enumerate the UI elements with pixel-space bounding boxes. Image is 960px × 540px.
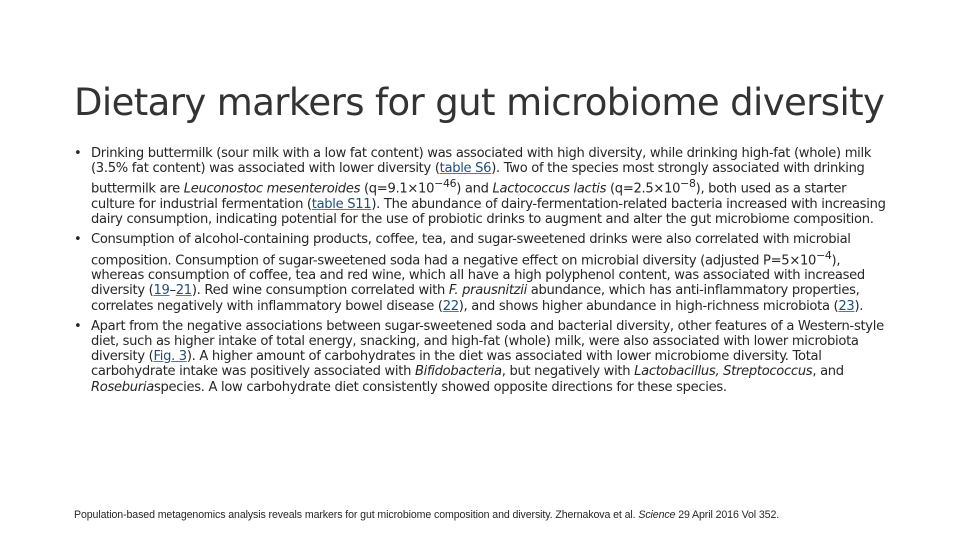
citation-text: Population-based metagenomics analysis reveals markers for gut microbiome composition and diversity. Zhernakova et al. — [74, 509, 639, 521]
bullet-list — [74, 146, 889, 400]
exponent: −8 — [680, 177, 696, 191]
bullet-text: – — [169, 283, 176, 299]
bullet-text: (q=2.5×10 — [606, 181, 681, 197]
bullet-text: ) and — [456, 181, 493, 197]
table-s11-link[interactable]: table S11 — [311, 196, 372, 212]
citation-text: 29 April 2016 Vol 352. — [675, 509, 780, 521]
exponent: −4 — [816, 248, 832, 262]
bullet-text: ). A higher amount of carbohydrates in the diet was associated with lower microbiome diversity. Total carbohydrate intake was positively associated with — [91, 349, 822, 380]
bullet-item — [74, 319, 889, 395]
bullet-text: ), and shows higher abundance in high-richness microbiota ( — [458, 298, 839, 314]
table-s6-link[interactable]: table S6 — [439, 161, 492, 177]
bullet-text: Apart from the negative associations between sugar-sweetened soda and bacterial diversity, other features of a Western-style diet, such as higher intake of total energy, snacking, and high-fat (whole) milk, were also associated with lower microbiota diversity ( — [91, 318, 884, 365]
bullet-text: ), whereas consumption of coffee, tea and red wine, which all have a high polyphenol content, was associated with increased diversity ( — [91, 252, 865, 299]
bullet-text: Consumption of alcohol-containing products, coffee, tea, and sugar-sweetened drinks were also correlated with microbial composition. Consumption of sugar-sweetened soda had a negative effect on microbial diversity (adjusted P=5×10 — [91, 232, 851, 268]
species-name: F. prausnitzii — [448, 283, 527, 299]
citation — [74, 509, 894, 521]
bullet-marker: • — [74, 318, 82, 334]
citation-journal: Science — [638, 509, 676, 521]
bullet-marker: • — [74, 232, 82, 248]
species-name: Bifidobacteria — [414, 364, 502, 380]
slide-title: Dietary markers for gut microbiome diversity — [74, 80, 885, 124]
bullet-text: ). The abundance of dairy-fermentation-related bacteria increased with increasing dairy consumption, indicating potential for the use of probiotic drinks to augment and alter the gut microbiome composition. — [91, 196, 886, 228]
bullet-text: abundance, which has anti-inflammatory properties, correlates negatively with inflammatory bowel disease ( — [91, 283, 860, 314]
species-name: Lactococcus lactis — [492, 181, 607, 197]
bullet-text: , and — [812, 364, 844, 380]
bullet-item — [74, 146, 889, 227]
ref-23-link[interactable]: 23 — [838, 298, 855, 314]
bullet-text: ). Two of the species most strongly associated with drinking buttermilk are — [91, 161, 865, 197]
bullet-text: , but negatively with — [501, 364, 635, 380]
bullet-text: ), both used as a starter culture for industrial fermentation ( — [91, 181, 847, 212]
bullet-text: (q=9.1×10 — [360, 181, 435, 197]
bullet-text: Drinking buttermilk (sour milk with a low fat content) was associated with high diversity, while drinking high-fat (whole) milk (3.5% fat content) was associated with lower diversity ( — [91, 146, 872, 177]
species-name: Roseburia — [91, 379, 154, 395]
bullet-marker: • — [74, 146, 82, 161]
bullet-text: ). Red wine consumption correlated with — [191, 283, 449, 299]
bullet-item — [74, 232, 889, 313]
ref-22-link[interactable]: 22 — [442, 298, 459, 314]
fig-3-link[interactable]: Fig. 3 — [153, 349, 187, 365]
species-name: Lactobacillus, Streptococcus — [634, 364, 813, 380]
bullet-text: species. A low carbohydrate diet consistently showed opposite directions for these species. — [153, 379, 727, 395]
ref-21-link[interactable]: 21 — [175, 283, 192, 299]
bullet-text: ). — [854, 298, 864, 314]
ref-19-link[interactable]: 19 — [153, 283, 170, 299]
exponent: −46 — [434, 177, 457, 191]
species-name: Leuconostoc mesenteroides — [183, 181, 361, 197]
